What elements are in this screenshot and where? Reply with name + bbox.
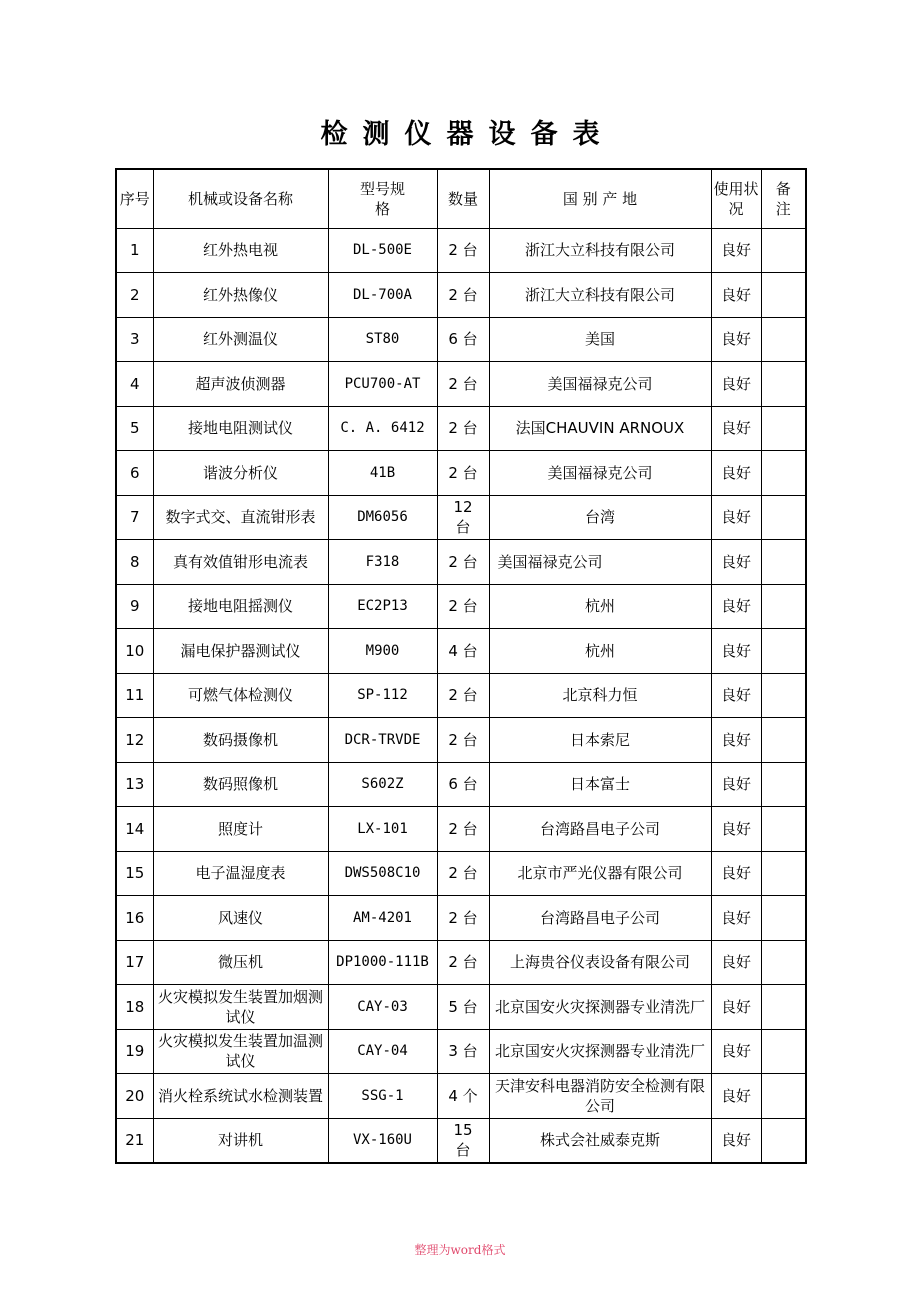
cell-seq: 15 (116, 851, 153, 896)
cell-seq: 1 (116, 228, 153, 273)
cell-seq: 11 (116, 673, 153, 718)
cell-qty: 2 台 (437, 673, 489, 718)
cell-status: 良好 (711, 896, 761, 941)
table-row (116, 629, 806, 674)
cell-qty: 2 台 (437, 273, 489, 318)
cell-seq: 7 (116, 495, 153, 540)
cell-origin: 北京科力恒 (489, 673, 711, 718)
cell-remark (761, 362, 806, 407)
cell-remark (761, 540, 806, 585)
cell-status: 良好 (711, 584, 761, 629)
cell-status: 良好 (711, 406, 761, 451)
cell-remark (761, 228, 806, 273)
table-row (116, 362, 806, 407)
cell-name: 照度计 (153, 807, 328, 852)
cell-qty: 2 台 (437, 896, 489, 941)
cell-origin: 北京国安火灾探测器专业清洗厂 (489, 1029, 711, 1074)
cell-name: 漏电保护器测试仪 (153, 629, 328, 674)
cell-name: 消火栓系统试水检测装置 (153, 1074, 328, 1119)
cell-remark (761, 317, 806, 362)
cell-model: S602Z (328, 762, 437, 807)
cell-seq: 16 (116, 896, 153, 941)
cell-origin: 美国福禄克公司 (489, 451, 711, 496)
cell-remark (761, 940, 806, 985)
header-status: 使用状况 (711, 169, 761, 228)
header-seq: 序号 (116, 169, 153, 228)
cell-remark (761, 495, 806, 540)
table-row (116, 1074, 806, 1119)
cell-name: 对讲机 (153, 1118, 328, 1163)
cell-seq: 5 (116, 406, 153, 451)
table-row (116, 851, 806, 896)
cell-name: 红外测温仪 (153, 317, 328, 362)
cell-qty: 3 台 (437, 1029, 489, 1074)
cell-name: 谐波分析仪 (153, 451, 328, 496)
cell-model: 41B (328, 451, 437, 496)
cell-origin: 上海贵谷仪表设备有限公司 (489, 940, 711, 985)
cell-status: 良好 (711, 807, 761, 852)
table-row (116, 940, 806, 985)
equipment-table (115, 168, 807, 1164)
table-row (116, 985, 806, 1030)
header-name: 机械或设备名称 (153, 169, 328, 228)
cell-name: 数字式交、直流钳形表 (153, 495, 328, 540)
cell-seq: 4 (116, 362, 153, 407)
cell-remark (761, 1074, 806, 1119)
cell-name: 风速仪 (153, 896, 328, 941)
cell-name: 红外热电视 (153, 228, 328, 273)
table-header-row (116, 169, 806, 228)
cell-name: 火灾模拟发生装置加烟测试仪 (153, 985, 328, 1030)
cell-name: 数码照像机 (153, 762, 328, 807)
table-row (116, 1029, 806, 1074)
cell-remark (761, 1029, 806, 1074)
cell-origin: 台湾 (489, 495, 711, 540)
cell-origin: 美国福禄克公司 (489, 362, 711, 407)
cell-qty: 2 台 (437, 807, 489, 852)
cell-model: EC2P13 (328, 584, 437, 629)
table-row (116, 1118, 806, 1163)
table-row (116, 317, 806, 362)
cell-model: DL-700A (328, 273, 437, 318)
cell-name: 接地电阻测试仪 (153, 406, 328, 451)
cell-status: 良好 (711, 1074, 761, 1119)
cell-model: SP-112 (328, 673, 437, 718)
header-qty: 数量 (437, 169, 489, 228)
cell-model: AM-4201 (328, 896, 437, 941)
cell-name: 数码摄像机 (153, 718, 328, 763)
cell-qty: 2 台 (437, 940, 489, 985)
cell-qty: 4 台 (437, 629, 489, 674)
cell-origin: 美国 (489, 317, 711, 362)
cell-seq: 9 (116, 584, 153, 629)
cell-seq: 21 (116, 1118, 153, 1163)
cell-seq: 18 (116, 985, 153, 1030)
cell-model: CAY-03 (328, 985, 437, 1030)
cell-seq: 6 (116, 451, 153, 496)
cell-origin: 株式会社威泰克斯 (489, 1118, 711, 1163)
cell-seq: 20 (116, 1074, 153, 1119)
cell-model: F318 (328, 540, 437, 585)
cell-origin: 台湾路昌电子公司 (489, 896, 711, 941)
cell-remark (761, 629, 806, 674)
cell-remark (761, 584, 806, 629)
header-remark: 备注 (761, 169, 806, 228)
table-row (116, 718, 806, 763)
cell-status: 良好 (711, 273, 761, 318)
cell-origin: 日本富士 (489, 762, 711, 807)
cell-qty: 6 台 (437, 762, 489, 807)
cell-model: ST80 (328, 317, 437, 362)
cell-qty: 12 台 (437, 495, 489, 540)
cell-remark (761, 673, 806, 718)
cell-name: 超声波侦测器 (153, 362, 328, 407)
table-row (116, 540, 806, 585)
cell-remark (761, 985, 806, 1030)
cell-remark (761, 851, 806, 896)
cell-origin: 美国福禄克公司 (489, 540, 711, 585)
cell-name: 火灾模拟发生装置加温测试仪 (153, 1029, 328, 1074)
cell-model: PCU700-AT (328, 362, 437, 407)
cell-qty: 5 台 (437, 985, 489, 1030)
cell-name: 电子温湿度表 (153, 851, 328, 896)
cell-qty: 6 台 (437, 317, 489, 362)
cell-model: VX-160U (328, 1118, 437, 1163)
cell-remark (761, 718, 806, 763)
page-title: 检测仪器设备表 (320, 119, 615, 150)
cell-status: 良好 (711, 495, 761, 540)
cell-status: 良好 (711, 451, 761, 496)
cell-origin: 杭州 (489, 584, 711, 629)
cell-model: CAY-04 (328, 1029, 437, 1074)
cell-origin: 浙江大立科技有限公司 (489, 273, 711, 318)
cell-origin: 杭州 (489, 629, 711, 674)
table-row (116, 495, 806, 540)
table-row (116, 584, 806, 629)
cell-status: 良好 (711, 851, 761, 896)
cell-seq: 12 (116, 718, 153, 763)
cell-model: DCR-TRVDE (328, 718, 437, 763)
cell-origin: 台湾路昌电子公司 (489, 807, 711, 852)
table-row (116, 406, 806, 451)
cell-name: 真有效值钳形电流表 (153, 540, 328, 585)
cell-name: 接地电阻摇测仪 (153, 584, 328, 629)
cell-name: 微压机 (153, 940, 328, 985)
cell-remark (761, 406, 806, 451)
cell-origin: 浙江大立科技有限公司 (489, 228, 711, 273)
cell-name: 红外热像仪 (153, 273, 328, 318)
cell-origin: 天津安科电器消防安全检测有限公司 (489, 1074, 711, 1119)
cell-model: DWS508C10 (328, 851, 437, 896)
table-row (116, 228, 806, 273)
table-row (116, 896, 806, 941)
cell-model: M900 (328, 629, 437, 674)
cell-status: 良好 (711, 673, 761, 718)
cell-remark (761, 451, 806, 496)
table-row (116, 451, 806, 496)
cell-status: 良好 (711, 940, 761, 985)
cell-status: 良好 (711, 317, 761, 362)
cell-status: 良好 (711, 1118, 761, 1163)
cell-model: LX-101 (328, 807, 437, 852)
cell-status: 良好 (711, 762, 761, 807)
table-row (116, 273, 806, 318)
cell-origin: 北京国安火灾探测器专业清洗厂 (489, 985, 711, 1030)
cell-status: 良好 (711, 629, 761, 674)
header-model: 型号规格 (328, 169, 437, 228)
cell-seq: 10 (116, 629, 153, 674)
cell-status: 良好 (711, 228, 761, 273)
cell-qty: 2 台 (437, 362, 489, 407)
cell-name: 可燃气体检测仪 (153, 673, 328, 718)
cell-origin: 日本索尼 (489, 718, 711, 763)
cell-qty: 2 台 (437, 718, 489, 763)
cell-status: 良好 (711, 718, 761, 763)
cell-status: 良好 (711, 362, 761, 407)
cell-model: DP1000-111B (328, 940, 437, 985)
cell-remark (761, 807, 806, 852)
footer-note: 整理为word格式 (414, 1243, 506, 1257)
cell-seq: 19 (116, 1029, 153, 1074)
cell-origin: 法国CHAUVIN ARNOUX (489, 406, 711, 451)
cell-remark (761, 896, 806, 941)
cell-model: C. A. 6412 (328, 406, 437, 451)
table-row (116, 673, 806, 718)
header-origin: 国 别 产 地 (489, 169, 711, 228)
cell-model: DL-500E (328, 228, 437, 273)
cell-qty: 2 台 (437, 228, 489, 273)
table-row (116, 762, 806, 807)
cell-seq: 13 (116, 762, 153, 807)
cell-origin: 北京市严光仪器有限公司 (489, 851, 711, 896)
cell-remark (761, 1118, 806, 1163)
cell-qty: 2 台 (437, 584, 489, 629)
cell-qty: 2 台 (437, 851, 489, 896)
cell-remark (761, 273, 806, 318)
cell-qty: 2 台 (437, 451, 489, 496)
table-row (116, 807, 806, 852)
cell-seq: 8 (116, 540, 153, 585)
cell-qty: 15 台 (437, 1118, 489, 1163)
cell-remark (761, 762, 806, 807)
cell-status: 良好 (711, 1029, 761, 1074)
cell-seq: 14 (116, 807, 153, 852)
cell-qty: 2 台 (437, 406, 489, 451)
cell-seq: 3 (116, 317, 153, 362)
cell-model: SSG-1 (328, 1074, 437, 1119)
cell-qty: 4 个 (437, 1074, 489, 1119)
cell-seq: 17 (116, 940, 153, 985)
cell-status: 良好 (711, 540, 761, 585)
cell-model: DM6056 (328, 495, 437, 540)
cell-seq: 2 (116, 273, 153, 318)
cell-status: 良好 (711, 985, 761, 1030)
cell-qty: 2 台 (437, 540, 489, 585)
